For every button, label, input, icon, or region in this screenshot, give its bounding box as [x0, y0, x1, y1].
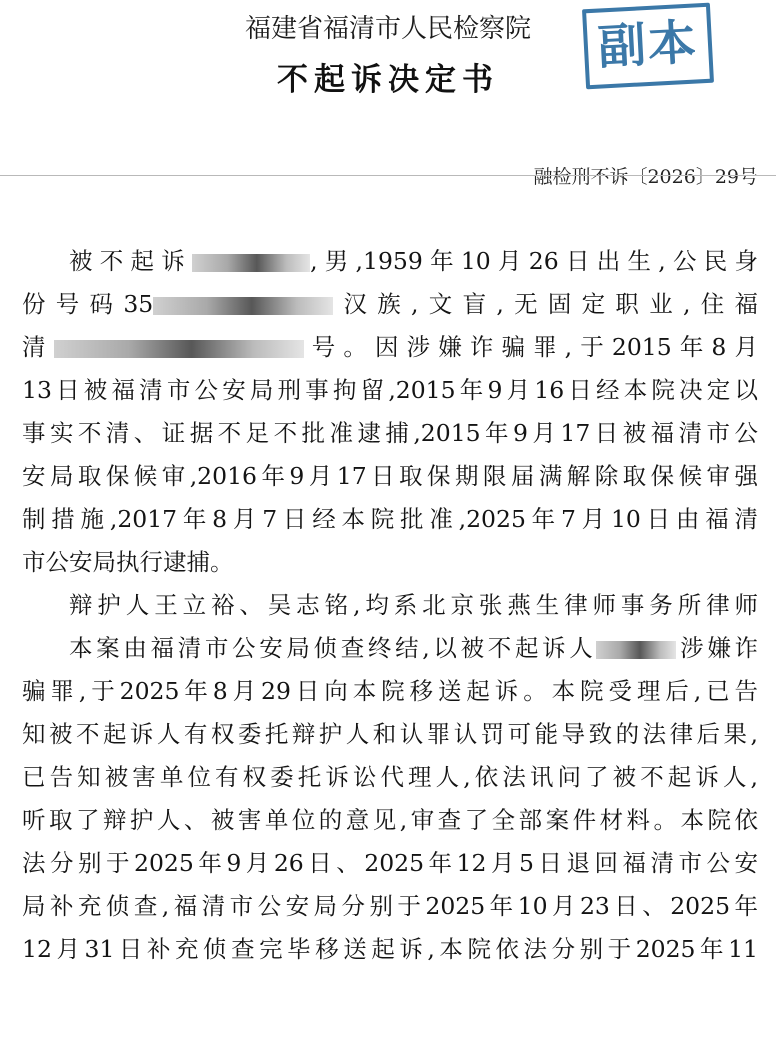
- redaction-mark: [153, 297, 333, 315]
- document-body: [22, 240, 758, 971]
- body-line: [22, 799, 758, 842]
- redaction-mark: [54, 340, 304, 358]
- body-text: 局补充侦查,福清市公安局分别于2025年10月23日、2025年: [22, 892, 758, 920]
- body-line: [22, 412, 758, 455]
- body-text: 知被不起诉人有权委托辩护人和认罪认罚可能导致的法律后果,: [22, 720, 758, 748]
- redaction-mark: [596, 641, 676, 659]
- body-line: [22, 455, 758, 498]
- body-line: [22, 240, 758, 283]
- body-line: [22, 842, 758, 885]
- copy-stamp: 副本: [582, 3, 714, 90]
- body-text: 法分别于2025年9月26日、2025年12月5日退回福清市公安: [22, 849, 758, 877]
- header-divider: [0, 175, 776, 176]
- body-line: [22, 584, 758, 627]
- body-text: 听取了辩护人、被害单位的意见,审查了全部案件材料。本院依: [22, 806, 758, 834]
- body-text: 份号码35: [22, 290, 154, 318]
- body-text: 市公安局执行逮捕。: [22, 548, 234, 576]
- body-line: [22, 498, 758, 541]
- body-line: [22, 885, 758, 928]
- body-text: 事实不清、证据不足不批准逮捕,2015年9月17日被福清市公: [22, 419, 758, 447]
- body-line: [22, 283, 758, 326]
- body-line: [22, 627, 758, 670]
- document-title: 不起诉决定书: [277, 62, 499, 98]
- body-text: 号。因涉嫌诈骗罪,于2015年8月: [303, 333, 758, 361]
- body-line: [22, 541, 758, 584]
- body-line: [22, 713, 758, 756]
- body-text: 安局取保候审,2016年9月17日取保期限届满解除取保候审强: [22, 462, 758, 490]
- body-text: 已告知被害单位有权委托诉讼代理人,依法讯问了被不起诉人,: [22, 763, 758, 791]
- body-text: 13日被福清市公安局刑事拘留,2015年9月16日经本院决定以: [22, 376, 758, 404]
- body-text: 涉嫌诈: [676, 634, 758, 662]
- body-line: [22, 928, 758, 971]
- body-text: 制措施,2017年8月7日经本院批准,2025年7月10日由福清: [22, 505, 758, 533]
- document-number: 融检刑不诉〔2026〕29号: [533, 166, 758, 188]
- body-text: 12月31日补充侦查完毕移送起诉,本院依法分别于2025年11: [22, 935, 758, 963]
- redaction-mark: [192, 254, 310, 272]
- body-line: [22, 369, 758, 412]
- body-text: 汉族,文盲,无固定职业,住福: [333, 290, 758, 318]
- issuing-organization: 福建省福清市人民检察院: [244, 14, 531, 44]
- body-line: [22, 670, 758, 713]
- body-line: [22, 756, 758, 799]
- body-text: 被不起诉: [69, 247, 193, 275]
- body-text: 清: [22, 333, 54, 361]
- body-text: 本案由福清市公安局侦查终结,以被不起诉人: [69, 634, 597, 662]
- body-text: 辩护人王立裕、吴志铭,均系北京张燕生律师事务所律师: [69, 591, 758, 619]
- body-line: [22, 326, 758, 369]
- body-text: 骗罪,于2025年8月29日向本院移送起诉。本院受理后,已告: [22, 677, 758, 705]
- body-text: ,男,1959年10月26日出生,公民身: [310, 247, 758, 275]
